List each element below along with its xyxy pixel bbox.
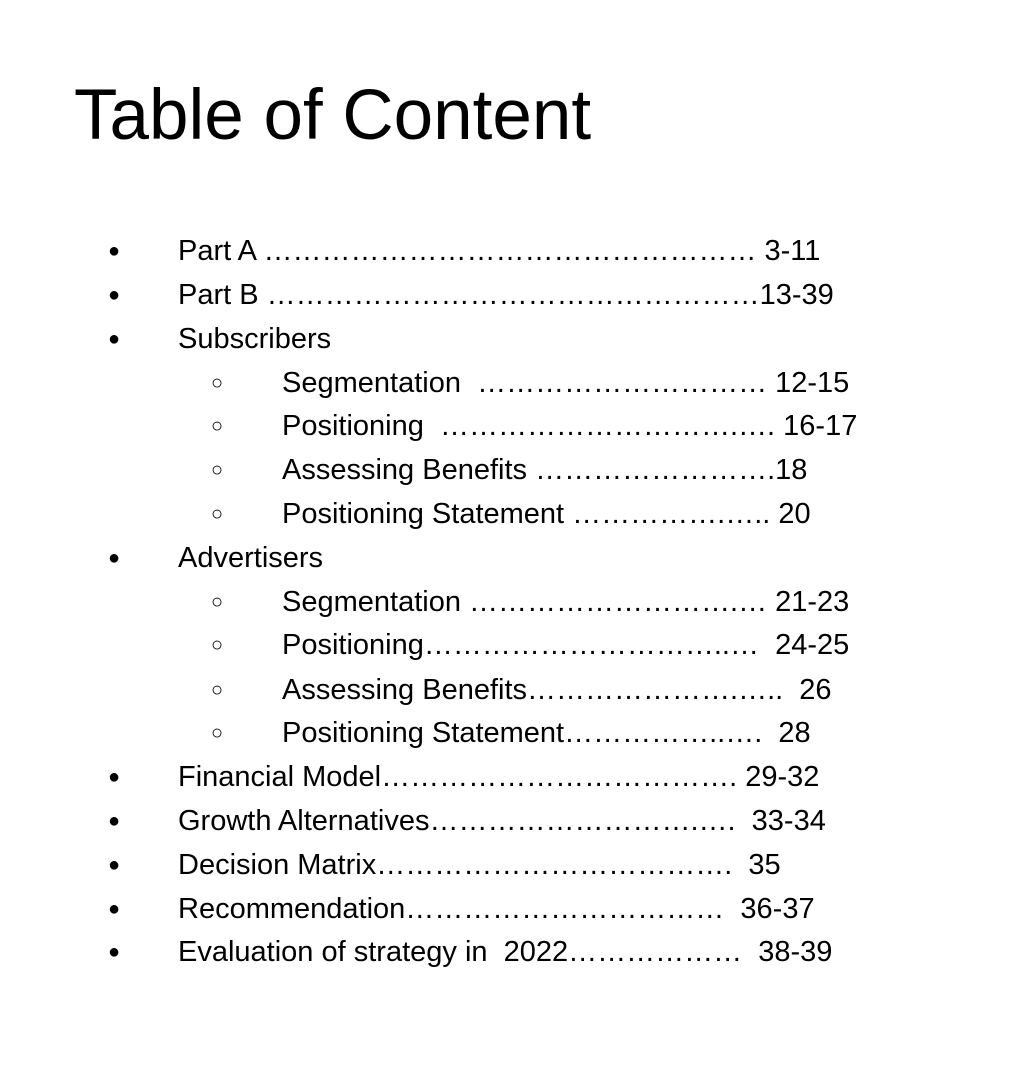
toc-subentry-subscribers-assessing-benefits	[0, 450, 1024, 490]
toc-entry-part-b	[0, 275, 1024, 315]
hollow-bullet-icon: ○	[211, 372, 224, 394]
toc-entry-subscribers	[0, 319, 1024, 359]
hollow-bullet-icon: ○	[211, 679, 224, 701]
page-title: Table of Content	[74, 76, 592, 155]
toc-subentry-advertisers-segmentation	[0, 582, 1024, 622]
toc-entry-text: Assessing Benefits …………………….18	[282, 454, 808, 486]
bullet-icon: ●	[108, 854, 121, 876]
bullet-icon: ●	[108, 240, 121, 262]
toc-entry-text: Segmentation ……………………….… 21-23	[282, 586, 850, 618]
toc-entry-text: Part B ……………………………………………13-39	[178, 279, 834, 311]
bullet-icon: ●	[108, 766, 121, 788]
toc-subentry-advertisers-positioning-statement	[0, 713, 1024, 753]
toc-entry-text: Financial Model………………………………. 29-32	[178, 761, 820, 793]
hollow-bullet-icon: ○	[211, 591, 224, 613]
hollow-bullet-icon: ○	[211, 634, 224, 656]
bullet-icon: ●	[108, 810, 121, 832]
bullet-icon: ●	[108, 284, 121, 306]
toc-subentry-advertisers-positioning	[0, 625, 1024, 665]
bullet-icon: ●	[108, 898, 121, 920]
bullet-icon: ●	[108, 941, 121, 963]
bullet-icon: ●	[108, 547, 121, 569]
toc-entry-text: Part A …………………………………………… 3-11	[178, 235, 821, 267]
toc-entry-text: Advertisers	[178, 542, 324, 574]
toc-entry-part-a	[0, 231, 1024, 271]
hollow-bullet-icon: ○	[211, 459, 224, 481]
toc-entry-text: Subscribers	[178, 323, 332, 355]
toc-entry-recommendation	[0, 889, 1024, 929]
hollow-bullet-icon: ○	[211, 503, 224, 525]
hollow-bullet-icon: ○	[211, 722, 224, 744]
toc-entry-growth-alternatives	[0, 801, 1024, 841]
toc-entry-text: Positioning ………………………….…. 16-17	[282, 410, 858, 442]
toc-entry-text: Assessing Benefits………………….….. 26	[282, 674, 832, 706]
toc-subentry-subscribers-positioning	[0, 406, 1024, 446]
toc-subentry-advertisers-assessing-benefits	[0, 670, 1024, 710]
toc-entry-text: Evaluation of strategy in 2022……………… 38-39	[178, 936, 833, 968]
toc-subentry-subscribers-positioning-statement	[0, 494, 1024, 534]
toc-entry-evaluation-of-strategy	[0, 932, 1024, 972]
hollow-bullet-icon: ○	[211, 415, 224, 437]
toc-entry-text: Decision Matrix………………………………. 35	[178, 849, 781, 881]
toc-entry-text: Positioning Statement …………….….. 20	[282, 498, 811, 530]
toc-entry-text: Segmentation ………………………… 12-15	[282, 367, 850, 399]
toc-entry-decision-matrix	[0, 845, 1024, 885]
bullet-icon: ●	[108, 328, 121, 350]
toc-entry-text: Positioning Statement……………..…. 28	[282, 717, 811, 749]
toc-entry-text: Recommendation…………………………… 36-37	[178, 893, 815, 925]
toc-entry-financial-model	[0, 757, 1024, 797]
toc-entry-text: Growth Alternatives……………………….…. 33-34	[178, 805, 826, 837]
toc-subentry-subscribers-segmentation	[0, 363, 1024, 403]
toc-entry-advertisers	[0, 538, 1024, 578]
toc-entry-text: Positioning…………………………..… 24-25	[282, 629, 850, 661]
